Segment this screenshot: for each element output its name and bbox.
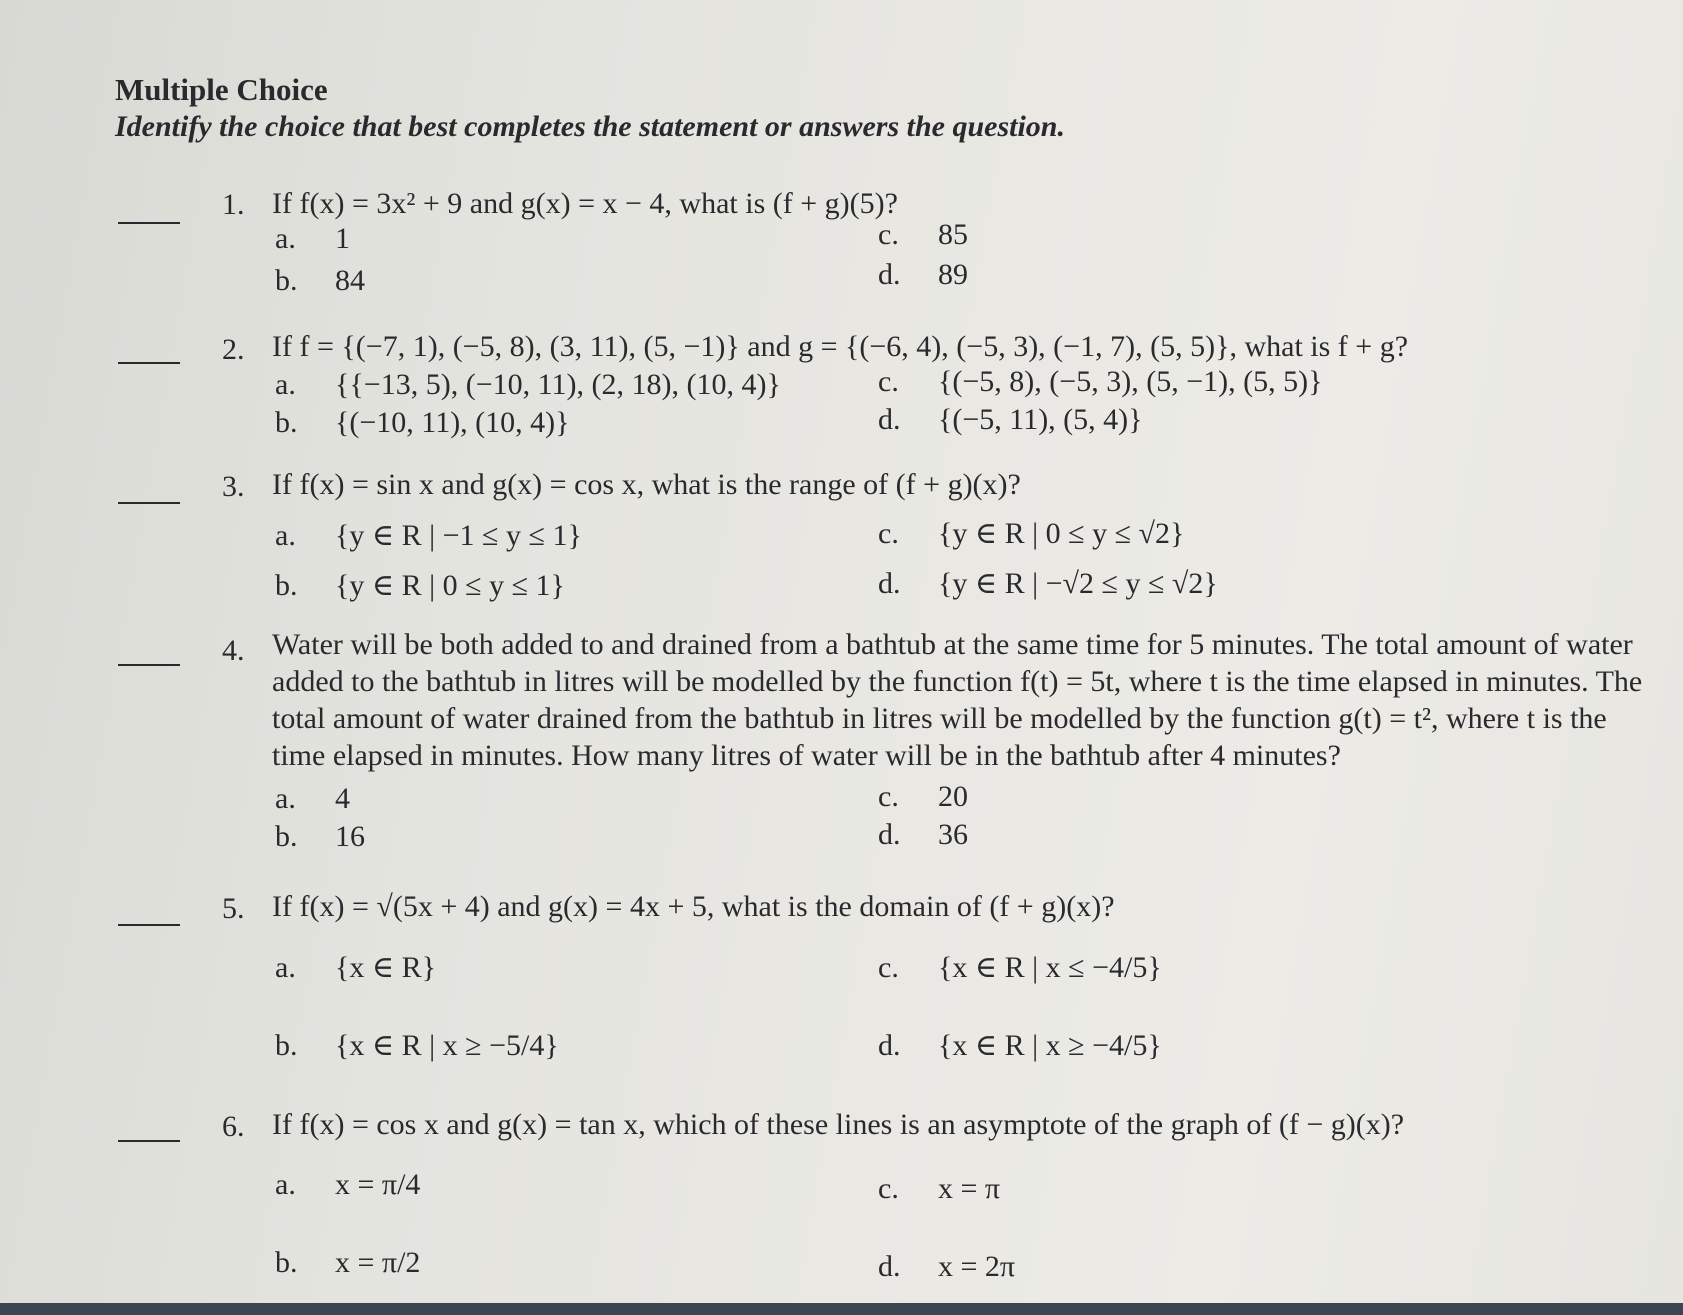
choice-text: {y ∈ R | 0 ≤ y ≤ √2} [938,517,1185,550]
choice-letter: c. [878,218,899,251]
choice-text: {x ∈ R | x ≤ −4/5} [938,951,1162,984]
choice-a[interactable] [275,368,781,402]
choice-text: {x ∈ R | x ≥ −4/5} [938,1029,1162,1062]
choice-b[interactable] [275,820,365,854]
question-stem: If f = {(−7, 1), (−5, 8), (3, 11), (5, −1)} and g = {(−6, 4), (−5, 3), (−1, 7), (5, 5)}, what is f + g? [272,330,1409,363]
choice-letter: d. [878,1029,901,1062]
choice-letter: d. [878,818,901,851]
choice-text: 1 [335,222,350,255]
choice-letter: a. [275,782,296,815]
question-stem: If f(x) = sin x and g(x) = cos x, what is the range of (f + g)(x)? [272,468,1021,501]
choice-letter: d. [878,567,901,600]
choice-text: {y ∈ R | −√2 ≤ y ≤ √2} [938,567,1218,600]
question-stem: If f(x) = √(5x + 4) and g(x) = 4x + 5, what is the domain of (f + g)(x)? [272,890,1115,923]
choice-text: {x ∈ R | x ≥ −5/4} [335,1029,559,1062]
choice-c[interactable] [878,950,1162,985]
choice-text: x = 2π [938,1250,1016,1283]
answer-blank[interactable] [118,664,180,666]
answer-blank[interactable] [118,362,180,364]
choice-b[interactable] [275,264,365,298]
choice-d[interactable] [878,566,1218,601]
choice-text: x = π/2 [335,1246,421,1279]
choice-letter: c. [878,1172,899,1205]
choice-text: {y ∈ R | −1 ≤ y ≤ 1} [335,519,582,552]
choice-letter: c. [878,365,899,398]
choice-c[interactable] [878,218,968,252]
question-number: 5. [222,892,245,925]
choice-letter: d. [878,1250,901,1283]
answer-blank[interactable] [118,222,180,224]
section-instructions: Identify the choice that best completes the statement or answers the question. [115,110,1065,143]
question-stem: If f(x) = 3x² + 9 and g(x) = x − 4, what is (f + g)(5)? [272,187,898,220]
answer-blank[interactable] [118,502,180,504]
question-number: 1. [222,188,245,221]
choice-letter: b. [275,569,298,602]
answer-blank[interactable] [118,924,180,926]
question-number: 6. [222,1110,245,1143]
choice-text: {(−5, 11), (5, 4)} [938,403,1143,436]
choice-letter: a. [275,368,296,401]
choice-d[interactable] [878,818,968,852]
choice-letter: b. [275,1029,298,1062]
question-stem: If f(x) = cos x and g(x) = tan x, which of these lines is an asymptote of the graph of (f − g)(x)? [272,1108,1405,1141]
choice-text: 84 [335,264,365,297]
choice-a[interactable] [275,1168,420,1202]
choice-c[interactable] [878,516,1184,551]
choice-text: {(−10, 11), (10, 4)} [335,406,570,439]
choice-a[interactable] [275,222,350,256]
choice-text: 36 [938,818,968,851]
choice-a[interactable] [275,782,350,816]
choice-b[interactable] [275,1246,420,1280]
question-number: 2. [222,333,245,366]
choice-text: {x ∈ R} [335,951,437,984]
choice-b[interactable] [275,1028,559,1063]
choice-letter: c. [878,517,899,550]
choice-letter: a. [275,951,296,984]
section-title: Multiple Choice [115,72,328,107]
choice-text: 4 [335,782,350,815]
choice-letter: d. [878,258,901,291]
choice-d[interactable] [878,258,968,292]
answer-blank[interactable] [118,1140,180,1142]
choice-d[interactable] [878,1250,1015,1284]
monitor-bezel-strip [0,1303,1683,1315]
choice-letter: d. [878,403,901,436]
choice-letter: c. [878,780,899,813]
choice-a[interactable] [275,950,436,985]
choice-b[interactable] [275,568,565,603]
choice-c[interactable] [878,780,968,814]
choice-c[interactable] [878,365,1322,399]
choice-c[interactable] [878,1172,1000,1206]
choice-text: x = π/4 [335,1168,421,1201]
choice-letter: a. [275,222,296,255]
choice-letter: b. [275,1246,298,1279]
choice-letter: a. [275,1168,296,1201]
question-number: 3. [222,470,245,503]
choice-letter: b. [275,264,298,297]
choice-text: 20 [938,780,968,813]
choice-text: 89 [938,258,968,291]
question-number: 4. [222,634,245,667]
question-stem: Water will be both added to and drained from a bathtub at the same time for 5 minutes. The total amount of water added to the bathtub in litres will be modelled by the function f(t) = 5t, where t is the time elapsed in minutes. The total amount of water drained from the bathtub in litres will be modelled by the function g(t) = t², where t is the time elapsed in minutes. How many litres of water will be in the bathtub after 4 minutes? [272,628,1643,772]
choice-b[interactable] [275,406,570,440]
choice-text: 16 [335,820,365,853]
choice-text: {{−13, 5), (−10, 11), (2, 18), (10, 4)} [335,368,781,401]
choice-d[interactable] [878,403,1143,437]
choice-letter: c. [878,951,899,984]
choice-letter: b. [275,820,298,853]
choice-text: {y ∈ R | 0 ≤ y ≤ 1} [335,569,565,602]
choice-text: x = π [938,1172,1001,1205]
choice-a[interactable] [275,518,582,553]
choice-letter: a. [275,519,296,552]
choice-letter: b. [275,406,298,439]
choice-text: {(−5, 8), (−5, 3), (5, −1), (5, 5)} [938,365,1323,398]
choice-text: 85 [938,218,968,251]
choice-d[interactable] [878,1028,1162,1063]
